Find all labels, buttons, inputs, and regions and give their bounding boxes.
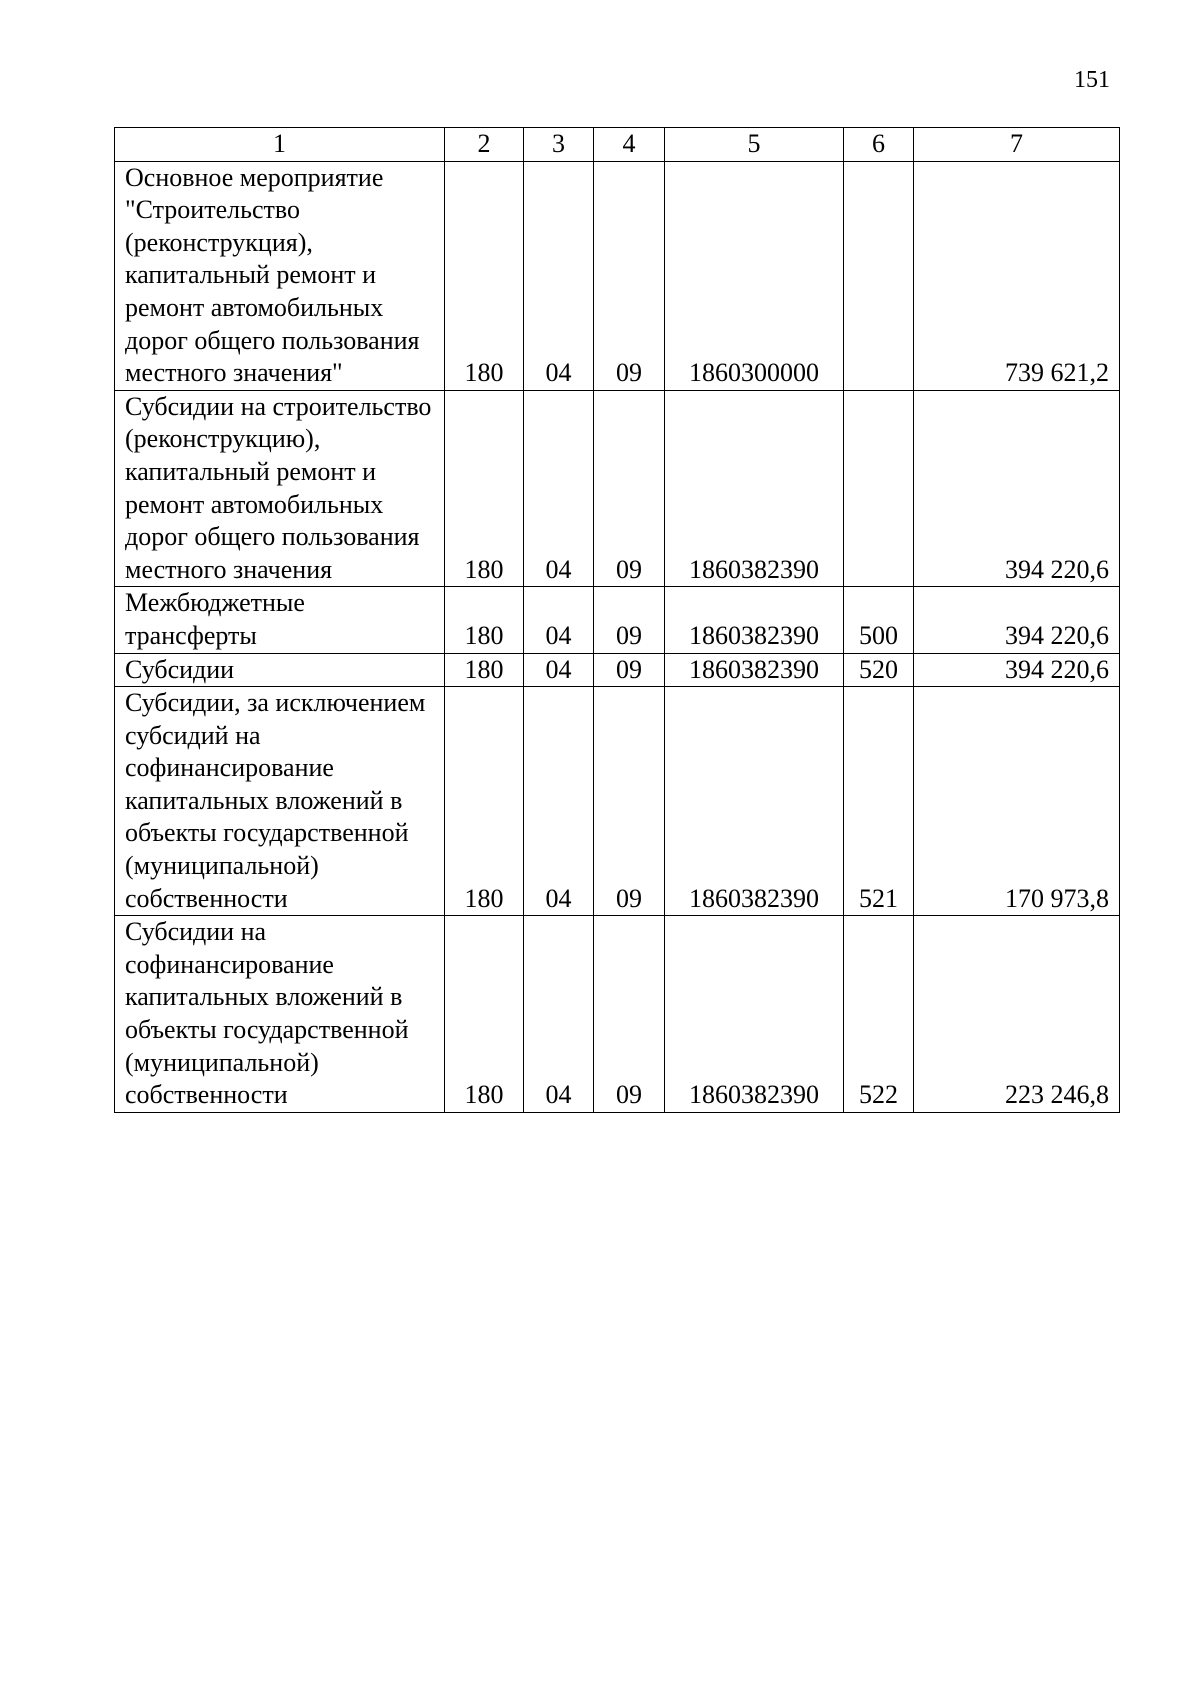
expense-type-cell: 522 — [844, 916, 914, 1113]
page-number: 151 — [1074, 67, 1110, 93]
column-header: 3 — [524, 128, 594, 162]
subsection-code-cell: 09 — [594, 390, 665, 587]
table-row — [115, 161, 1120, 390]
target-article-cell: 1860382390 — [665, 653, 844, 687]
expense-type-cell: 520 — [844, 653, 914, 687]
target-article-cell: 1860382390 — [665, 916, 844, 1113]
ved-code-cell: 180 — [445, 687, 524, 916]
column-header: 5 — [665, 128, 844, 162]
amount-cell: 223 246,8 — [914, 916, 1120, 1113]
amount-cell: 739 621,2 — [914, 161, 1120, 390]
expense-type-cell — [844, 161, 914, 390]
section-code-cell: 04 — [524, 687, 594, 916]
item-name-cell: Основное мероприятие "Строительство (реконструкция), капитальный ремонт и ремонт автомобильных дорог общего пользования местного значения" — [115, 161, 445, 390]
column-header: 6 — [844, 128, 914, 162]
item-name-cell: Субсидии на софинансирование капитальных вложений в объекты государственной (муниципальной) собственности — [115, 916, 445, 1113]
subsection-code-cell: 09 — [594, 587, 665, 653]
table-row — [115, 653, 1120, 687]
amount-cell: 394 220,6 — [914, 390, 1120, 587]
section-code-cell: 04 — [524, 390, 594, 587]
ved-code-cell: 180 — [445, 916, 524, 1113]
amount-cell: 394 220,6 — [914, 587, 1120, 653]
ved-code-cell: 180 — [445, 161, 524, 390]
item-name-cell: Межбюджетные трансферты — [115, 587, 445, 653]
expense-type-cell — [844, 390, 914, 587]
target-article-cell: 1860382390 — [665, 587, 844, 653]
subsection-code-cell: 09 — [594, 161, 665, 390]
table-header-row — [115, 128, 1120, 162]
subsection-code-cell: 09 — [594, 653, 665, 687]
ved-code-cell: 180 — [445, 390, 524, 587]
target-article-cell: 1860382390 — [665, 390, 844, 587]
subsection-code-cell: 09 — [594, 916, 665, 1113]
section-code-cell: 04 — [524, 161, 594, 390]
section-code-cell: 04 — [524, 916, 594, 1113]
ved-code-cell: 180 — [445, 653, 524, 687]
budget-table — [114, 127, 1120, 1113]
item-name-cell: Субсидии на строительство (реконструкцию), капитальный ремонт и ремонт автомобильных дорог общего пользования местного значения — [115, 390, 445, 587]
table-row — [115, 687, 1120, 916]
ved-code-cell: 180 — [445, 587, 524, 653]
column-header: 7 — [914, 128, 1120, 162]
expense-type-cell: 500 — [844, 587, 914, 653]
amount-cell: 394 220,6 — [914, 653, 1120, 687]
expense-type-cell: 521 — [844, 687, 914, 916]
section-code-cell: 04 — [524, 587, 594, 653]
item-name-cell: Субсидии, за исключением субсидий на софинансирование капитальных вложений в объекты государственной (муниципальной) собственности — [115, 687, 445, 916]
column-header: 1 — [115, 128, 445, 162]
column-header: 2 — [445, 128, 524, 162]
target-article-cell: 1860300000 — [665, 161, 844, 390]
item-name-cell: Субсидии — [115, 653, 445, 687]
table-row — [115, 390, 1120, 587]
subsection-code-cell: 09 — [594, 687, 665, 916]
target-article-cell: 1860382390 — [665, 687, 844, 916]
amount-cell: 170 973,8 — [914, 687, 1120, 916]
section-code-cell: 04 — [524, 653, 594, 687]
column-header: 4 — [594, 128, 665, 162]
table-row — [115, 916, 1120, 1113]
table-row — [115, 587, 1120, 653]
